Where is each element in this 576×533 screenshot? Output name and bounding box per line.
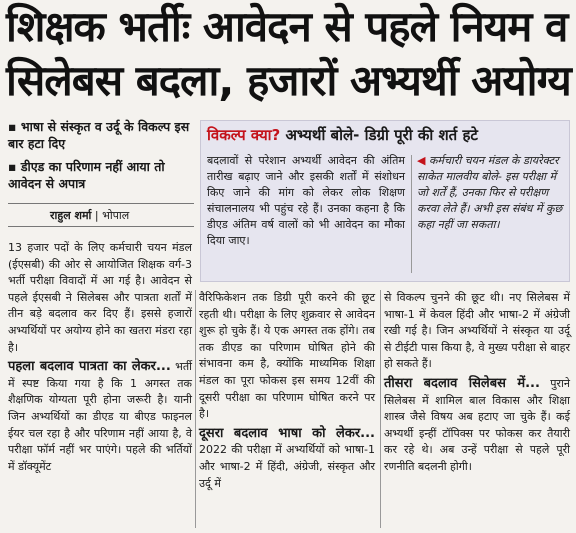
- options-box-right-text: [417, 153, 563, 233]
- byline-rule-bottom: [8, 226, 194, 227]
- column-3-paragraph-1: से विकल्प चुनने की छूट थी। नए सिलेबस में भाषा-1 में केवल हिंदी और भाषा-2 में अंग्रेजी रखी गई है। जिन अभ्यर्थियों ने संस्कृत या उर्दू से टीईटी पास किया है, वे मुख्य परीक्षा से बाहर हो सकते हैं।: [384, 291, 570, 371]
- column-3-paragraph-2: [384, 375, 570, 476]
- options-box-left-text: बदलावों से परेशान अभ्यर्थी आवेदन की अंतिम तारीख बढ़ाए जाने और इसकी शर्तों में संशोधन किए जाने की मांग को लेकर लोक शिक्षण संचालनालय भी पहुंच रहे हैं। उनका कहना है कि डीएड अंतिम वर्ष वालों को भी आवेदन का मौका दिया जाए।: [207, 154, 405, 247]
- options-box-quote: कर्मचारी चयन मंडल के डायरेक्टर साकेत मालवीय बोले- इस परीक्षा में जो शर्तें हैं, उनका फिर से परीक्षण करवा लेते हैं। अभी इस संबंध में कुछ कहा नहीं जा सकता।: [417, 154, 563, 231]
- column-2-paragraph-2-text: 2022 की परीक्षा में अभ्यर्थियों को भाषा-1 और भाषा-2 में हिंदी, अंग्रेजी, संस्कृत और उर्दू में: [199, 443, 375, 490]
- column-divider-2: [380, 290, 381, 528]
- subhead-third-change: तीसरा बदलाव सिलेबस में...: [384, 375, 540, 391]
- summary-bullets: [8, 118, 198, 198]
- subhead-second-change: दूसरा बदलाव भाषा को लेकर...: [199, 425, 375, 441]
- byline-rule: [8, 203, 194, 204]
- byline-place: भोपाल: [102, 209, 130, 222]
- headline-line-2: सिलेबस बदला, हजारों अभ्यर्थी अयोग्य: [6, 56, 571, 105]
- options-box-title-rest: अभ्यर्थी बोले- डिग्री पूरी की शर्त हटे: [280, 126, 478, 144]
- article-column-3: [384, 290, 570, 478]
- subhead-first-change: पहला बदलाव पात्रता का लेकर...: [8, 359, 171, 375]
- column-2-paragraph-2: [199, 425, 375, 492]
- article-column-1: [8, 240, 192, 477]
- headline: [6, 0, 572, 108]
- column-divider-1: [195, 290, 196, 528]
- byline: [50, 208, 129, 223]
- options-box-title-accent: विकल्प क्या?: [207, 126, 281, 144]
- bullet-2: ▪ डीएड का परिणाम नहीं आया तो आवेदन से अपात्र: [8, 158, 198, 192]
- column-2-paragraph-1: वैरिफिकेशन तक डिग्री पूरी करने की छूट रहती थी। परीक्षा के लिए शुक्रवार से आवेदन शुरू हो चुके हैं। ये एक अगस्त तक होंगे। तब तक डीएड का परिणाम घोषित होने की संभावना कम है, क्योंकि माध्यमिक शिक्षा मंडल का पूरा फोकस इस समय 12वीं की दूसरी परीक्षा का परिणाम घोषित करने पर है।: [199, 291, 375, 421]
- pointer-icon: ◀: [417, 154, 426, 167]
- headline-line-1: शिक्षक भर्तीः आवेदन से पहले नियम व: [6, 2, 568, 51]
- column-1-paragraph-2: [8, 358, 192, 475]
- column-3-paragraph-2-text: पुराने सिलेबस में शामिल बाल विकास और शिक्षा शास्त्र जैसे विषय अब हटाए जा चुके हैं। कई अभ्यर्थी इन्हीं टॉपिक्स पर फोकस कर तैयारी कर रहे थे। अब उन्हें परीक्षा से पहले पूरी रणनीति बदलनी होगी।: [384, 376, 570, 473]
- column-1-paragraph-1: 13 हजार पदों के लिए कर्मचारी चयन मंडल (ईएसबी) की ओर से आयोजित शिक्षक वर्ग-3 भर्ती परीक्षा विवादों में आ गई है। आवेदन से पहले ईएसबी ने सिलेबस और पात्रता शर्तों में तीन बड़े बदलाव कर दिए हैं। इससे हजारों अभ्यर्थियों पर अयोग्य होने का खतरा मंडरा रहा है।: [8, 241, 192, 354]
- options-box-title: [207, 125, 563, 145]
- article-column-2: [199, 290, 375, 494]
- bullet-1: ▪ भाषा से संस्कृत व उर्दू के विकल्प इस बार हटा दिए: [8, 118, 198, 152]
- column-1-paragraph-2-text: भर्ती में स्पष्ट किया गया है कि 1 अगस्त तक शैक्षणिक योग्यता पूरी होना जरूरी है। यानी जिन अभ्यर्थियों का डीएड या बीएड फाइनल ईयर चल रहा है और परिणाम नहीं आया है, वे परीक्षा फॉर्म नहीं भर पाएंगे। पहले की भर्तियों में डॉक्यूमेंट: [8, 360, 192, 473]
- byline-author: राहुल शर्मा: [50, 209, 92, 222]
- options-box-divider: [411, 155, 412, 273]
- byline-separator: |: [94, 209, 103, 222]
- options-box: [200, 120, 570, 282]
